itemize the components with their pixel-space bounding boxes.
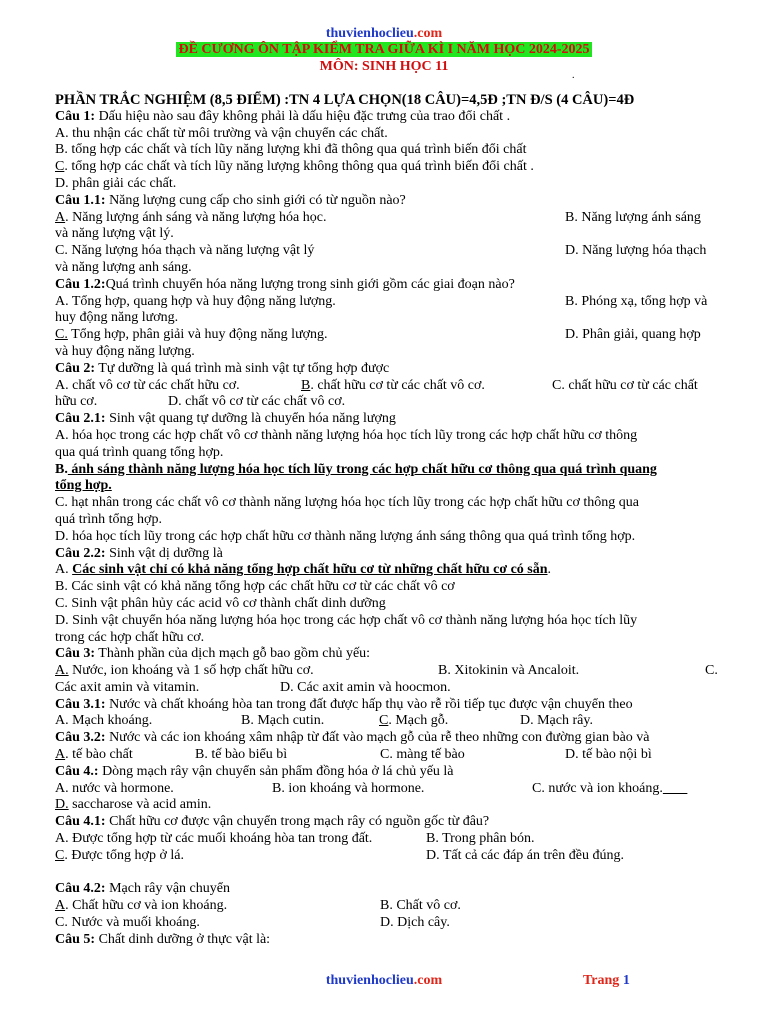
- q4-2-option-c: C. Nước và muối khoáng.: [55, 915, 200, 931]
- q3-option-c-cont: Các axit amin và vitamin.: [55, 679, 200, 695]
- q1-1-option-d-cont: và năng lượng anh sáng.: [55, 259, 192, 275]
- q4-2-option-d: D. Dịch cây.: [380, 915, 450, 931]
- q1-2-options-ab: [55, 294, 725, 311]
- question-2-1: Câu 2.1: Sinh vật quang tự dưỡng là chuyển hóa năng lượng: [55, 411, 396, 427]
- q3-1-options: [55, 713, 725, 730]
- question-3: Câu 3: Thành phần của dịch mạch gỗ bao gồm chủ yếu:: [55, 646, 371, 662]
- q1-1-option-c: C. Năng lượng hóa thạch và năng lượng vật lý: [55, 243, 315, 259]
- q4-1-option-d: D. Tất cả các đáp án trên đều đúng.: [426, 847, 624, 863]
- q3-1-option-c: C. Mạch gỗ.: [379, 713, 449, 729]
- q4-1-option-c: C. Được tổng hợp ở lá.: [55, 847, 184, 863]
- q3-option-d: D. Các axit amin và hoocmon.: [280, 679, 451, 695]
- q3-1-option-a: A. Mạch khoáng.: [55, 713, 153, 729]
- q3-2-option-a: A. tế bào chất: [55, 747, 133, 763]
- q2-1-option-d: D. hóa học tích lũy trong các hợp chất hữu cơ thành năng lượng ánh sáng thông qua quá trình tổng hợp.: [55, 528, 636, 544]
- q1-2-option-d: D. Phân giải, quang hợp: [565, 327, 701, 343]
- q3-options-cd: [55, 680, 725, 697]
- q4-option-d: D. saccharose và acid amin.: [55, 797, 212, 813]
- q2-option-c: C. chất hữu cơ từ các chất: [552, 377, 698, 393]
- q3-option-c: C.: [705, 663, 718, 679]
- site-footer-link[interactable]: thuvienhoclieu.com: [325, 973, 443, 988]
- question-4-2: Câu 4.2: Mạch rây vận chuyển: [55, 881, 230, 897]
- q2-1-option-a: A. hóa học trong các hợp chất vô cơ thành năng lượng hóa học tích lũy trong các hợp chất hữu cơ thông: [55, 427, 638, 443]
- q4-1-options-ab: [55, 831, 725, 848]
- q2-1-option-b-cont: tổng hợp.: [55, 478, 112, 494]
- page-footer: [0, 973, 768, 993]
- subject-title: MÔN: SINH HỌC 11: [319, 59, 449, 74]
- q1-option-a: A. thu nhận các chất từ môi trường và vận chuyển các chất.: [55, 125, 388, 141]
- q2-option-b: B. chất hữu cơ từ các chất vô cơ.: [301, 377, 485, 393]
- q4-2-option-b: B. Chất vô cơ.: [380, 898, 461, 914]
- question-1-1: Câu 1.1: Năng lượng cung cấp cho sinh giới có từ nguồn nào?: [55, 192, 406, 208]
- q4-option-c: C. nước và ion khoáng.: [532, 780, 663, 796]
- page-number: Trang 1: [583, 973, 630, 988]
- question-3-2: Câu 3.2: Nước và các ion khoáng xâm nhập từ đất vào mạch gỗ của rễ theo những con đường gian bào và: [55, 730, 650, 746]
- q1-2-option-c: C. Tổng hợp, phân giải và huy động năng lượng.: [55, 327, 328, 343]
- q2-1-option-c-cont: quá trình tổng hợp.: [55, 511, 162, 527]
- question-4: Câu 4.: Dòng mạch rây vận chuyển sản phẩm đồng hóa ở lá chủ yếu là: [55, 763, 454, 779]
- q1-1-option-b: B. Năng lượng ánh sáng: [565, 209, 701, 225]
- q2-option-a: A. chất vô cơ từ các chất hữu cơ.: [55, 377, 240, 393]
- q1-option-b: B. tổng hợp các chất và tích lũy năng lượng khi đã thông qua quá trình biến đổi chất: [55, 142, 527, 158]
- q2-options-abc: [55, 378, 725, 395]
- q1-2-options-cd: [55, 327, 725, 344]
- blank-line: [55, 865, 725, 882]
- q3-2-option-d: D. tế bào nội bì: [565, 747, 652, 763]
- q1-1-options-cd: [55, 243, 725, 260]
- q2-option-c-cont: hữu cơ.: [55, 394, 98, 410]
- question-4-1: Câu 4.1: Chất hữu cơ được vận chuyển trong mạch rây có nguồn gốc từ đâu?: [55, 814, 490, 830]
- q4-1-option-b: B. Trong phân bón.: [426, 831, 535, 847]
- q4-2-options-cd: [55, 915, 725, 932]
- q3-2-option-c: C. màng tế bào: [380, 747, 465, 763]
- q1-1-options-ab: [55, 210, 725, 227]
- q1-2-option-b-cont: huy động năng lương.: [55, 310, 179, 326]
- question-1-2: Câu 1.2:Quá trình chuyển hóa năng lượng trong sinh giới gồm các giai đoạn nào?: [55, 276, 515, 292]
- q1-1-option-d: D. Năng lượng hóa thạch: [565, 243, 707, 259]
- stray-mark: .: [572, 70, 575, 81]
- document-title: ĐỀ CƯƠNG ÔN TẬP KIỂM TRA GIỮA KÌ I NĂM HỌC 2024-2025: [178, 42, 590, 57]
- q2-1-option-c: C. hạt nhân trong các chất vô cơ thành năng lượng hóa học tích lũy trong các hợp chất hữu cơ thông qua: [55, 495, 640, 511]
- document-body: [55, 92, 725, 949]
- question-3-1: Câu 3.1: Nước và chất khoáng hòa tan trong đất được hấp thụ vào rễ rồi tiếp tục được vận chuyển theo: [55, 696, 633, 712]
- question-2-2: Câu 2.2: Sinh vật dị dưỡng là: [55, 545, 223, 561]
- question-2: Câu 2: Tự dưỡng là quá trình mà sinh vật tự tổng hợp được: [55, 360, 390, 376]
- q2-2-option-d: D. Sinh vật chuyển hóa năng lượng hóa học trong các hợp chất vô cơ thành năng lượng hóa học tích lũy: [55, 612, 638, 628]
- q2-option-c-cont-d: [55, 394, 725, 411]
- q1-1-option-a: A. Năng lượng ánh sáng và năng lượng hóa học.: [55, 209, 327, 225]
- q1-1-option-b-cont: và năng lượng vật lý.: [55, 226, 174, 242]
- q1-2-option-b: B. Phóng xạ, tổng hợp và: [565, 293, 708, 309]
- q4-2-options-ab: [55, 898, 725, 915]
- q2-2-option-c: C. Sinh vật phân hủy các acid vô cơ thành chất dinh dưỡng: [55, 595, 386, 611]
- question-5: Câu 5: Chất dinh dưỡng ở thực vật là:: [55, 931, 271, 947]
- q2-1-option-b: B. ánh sáng thành năng lượng hóa học tích lũy trong các hợp chất hữu cơ thông qua quá trình quang: [55, 461, 657, 477]
- q3-option-b: B. Xitokinin và Ancaloit.: [438, 663, 580, 679]
- q2-1-option-a-cont: qua quá trình quang tổng hợp.: [55, 444, 224, 460]
- q2-2-option-a: A. Các sinh vật chỉ có khả năng tổng hợp chất hữu cơ từ những chất hữu cơ có sẵn.: [55, 562, 552, 578]
- question-1: Câu 1: Dấu hiệu nào sau đây không phải là dấu hiệu đặc trưng của trao đổi chất .: [55, 108, 511, 124]
- q1-2-option-d-cont: và huy động năng lượng.: [55, 343, 195, 359]
- q1-2-option-a: A. Tổng hợp, quang hợp và huy động năng lượng.: [55, 293, 336, 309]
- section-heading: PHẦN TRẮC NGHIỆM (8,5 ĐIỂM) :TN 4 LỰA CHỌN(18 CÂU)=4,5Đ ;TN Đ/S (4 CÂU)=4Đ: [55, 92, 635, 108]
- q3-1-option-d: D. Mạch rây.: [520, 713, 593, 729]
- q2-option-d: D. chất vô cơ từ các chất vô cơ.: [168, 394, 346, 410]
- q3-2-option-b: B. tế bào biểu bì: [195, 747, 288, 763]
- q2-2-option-b: B. Các sinh vật có khả năng tổng hợp các chất hữu cơ từ các chất vô cơ: [55, 579, 455, 595]
- q3-option-a: A. Nước, ion khoáng và 1 số hợp chất hữu cơ.: [55, 663, 314, 679]
- q2-2-option-d-cont: trong các hợp chất hữu cơ.: [55, 629, 205, 645]
- q1-option-d: D. phân giải các chất.: [55, 175, 177, 191]
- q1-option-c: C. tổng hợp các chất và tích lũy năng lượng không thông qua quá trình biến đổi chất .: [55, 159, 534, 175]
- q4-option-b: B. ion khoáng và hormone.: [272, 780, 425, 796]
- site-header-link[interactable]: thuvienhoclieu.com: [325, 26, 443, 41]
- q3-1-option-b: B. Mạch cutin.: [241, 713, 325, 729]
- q4-options-abc: [55, 781, 725, 798]
- q4-1-options-cd: [55, 848, 725, 865]
- q4-2-option-a: A. Chất hữu cơ và ion khoáng.: [55, 898, 228, 914]
- q4-1-option-a: A. Được tổng hợp từ các muối khoáng hòa tan trong đất.: [55, 831, 373, 847]
- q3-options-abc: [55, 663, 725, 680]
- q3-2-options: [55, 747, 725, 764]
- q4-option-a: A. nước và hormone.: [55, 780, 174, 796]
